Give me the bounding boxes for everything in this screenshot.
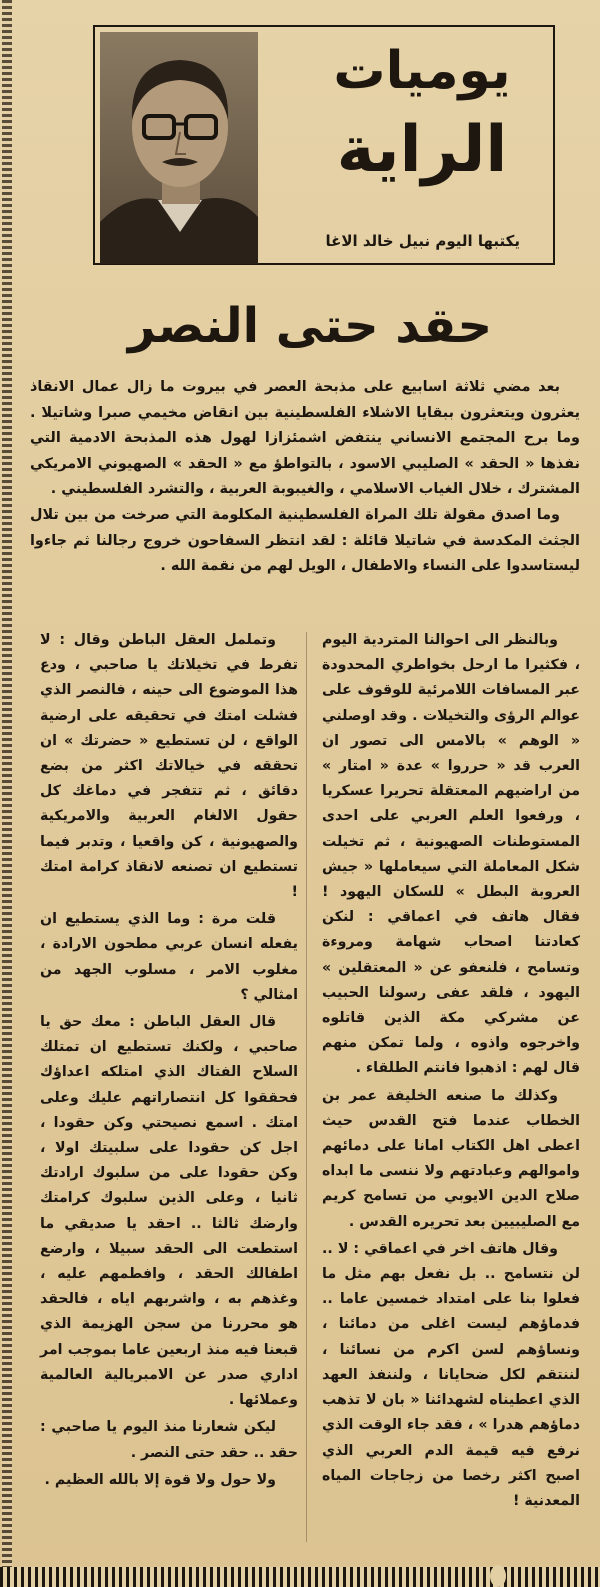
body-paragraph: قال العقل الباطن : معك حق يا صاحبي ، ولكنك تستطيع ان تمتلك السلاح الفتاك الذي امتلكه اعداؤك فحققوا كل انتصاراتهم عليك وعلى امتك . اسمع نصيحتي وكن حقودا ، اجل كن حقودا على سلبيتك اولا ، وكن حقودا على من سلبوك ارادتك ثانيا ، وعلى الذين سلبوك كرامتك وارضك ثالثا .. احقد يا صديقي ما استطعت الى الحقد سبيلا ، وارضع اطفالك الحقد ، وافطمهم عليه ، وغذهم به ، واشربهم اياه ، فالحقد هو محررنا من سجن الهزيمة الذي قبعنا فيه منذ اربعين عاما بموجب امر اداري صدر عن الامبريالية العالمية وعملائها . xyxy=(40,1014,298,1409)
page-bottom-border xyxy=(0,1567,600,1587)
masthead-line-1: يوميات xyxy=(333,41,511,101)
body-paragraph: وقال هاتف اخر في اعماقي : لا .. لن نتسامح .. بل نفعل بهم مثل ما فعلوا بنا على امتداد خمسين عاما .. فدماؤهم ليست اغلى من دمائنا ، ونساؤهم لسن اكرم من نسائنا ، لننتقم لكل ضحايانا ، ولننفذ العهد الذي اعطيناه لشهدائنا « بان لا تذهب دماؤهم هدرا » ، فقد جاء الوقت الذي نرفع فيه قيمة الدم العربي الذي اصبح اكثر رخصا من زجاجات المياه المعدنية ! xyxy=(322,1240,580,1509)
masthead-line-2: الراية xyxy=(336,113,508,187)
body-paragraph: وبالنظر الى احوالنا المتردية اليوم ، فكثيرا ما ارحل بخواطري المحدودة عبر المسافات اللامرئية للوقوف على عوالم الرؤى والتخيلات . وقد اوصلني « الوهم » بالامس الى تصور ان العرب قد « حرروا » عدة « امتار » من اراضيهم المعتقلة تحريرا عسكريا ، ورفعوا العلم العربي على احدى المستوطنات الصهيونية ، ثم تخيلت شكل المعاملة التي سيعاملها « جيش العروبة البطل » للسكان اليهود ! فقال هاتف في اعماقي : لنكن كعادتنا اصحاب شهامة ومروءة وتسامح ، فلنعفو عن « المعتقلين » اليهود ، فلقد عفى رسولنا الحبيب عن مشركي مكة الذين قاتلوه واخرجوه واذوه ، ولما تمكن منهم قال لهم : اذهبوا فانتم الطلقاء . xyxy=(322,632,580,1077)
intro-paragraph: وما اصدق مقولة تلك المراة الفلسطينية المكلومة التي صرخت من بين تلال الجثث المكدسة في شاتيلا قائلة : لقد انتظر السفاحون خروج رجالنا ثم جاءوا ليستاسدوا على النساء والاطفال ، الويل لهم من نقمة الله . xyxy=(30,506,580,575)
body-paragraph: ليكن شعارنا منذ اليوم يا صاحبي : حقد .. حقد حتى النصر . xyxy=(40,1419,298,1461)
border-mark xyxy=(490,1565,506,1587)
page-edge-border xyxy=(2,0,12,1587)
article-column-right xyxy=(322,628,580,1516)
body-paragraph: ولا حول ولا قوة إلا بالله العظيم . xyxy=(44,1471,276,1488)
author-byline: يكتبها اليوم نبيل خالد الاغا xyxy=(325,232,520,250)
intro-paragraph: بعد مضي ثلاثة اسابيع على مذبحة العصر في بيروت ما زال عمال الانقاذ يعثرون ويتعثرون ببقايا الاشلاء الفلسطينية بين انقاض مخيمي صبرا وشاتيلا . وما برح المجتمع الانساني ينتفض اشمئزازا لهول هذه المذبحة الادمية التي نفذها « الحقد » الصليبي الاسود ، بالتواطؤ مع « الحقد » الصهيوني الامريكي المشترك ، خلال الغياب الاسلامي ، والغيبوبة العربية ، والتشرد الفلسطيني . xyxy=(30,379,580,498)
article-headline: حقد حتى النصر xyxy=(127,298,493,354)
column-divider xyxy=(306,632,307,1542)
body-paragraph: قلت مرة : وما الذي يستطيع ان يفعله انسان عربي مطحون الارادة ، مغلوب الامر ، مسلوب الجهد من امثالي ؟ xyxy=(40,911,298,1003)
article-intro xyxy=(30,375,580,580)
body-paragraph: وكذلك ما صنعه الخليفة عمر بن الخطاب عندما فتح القدس حيث اعطى اهل الكتاب امانا على دمائهم واموالهم وعبادتهم ولا ننسى ما ابداه صلاح الدين الايوبي من تسامح كريم مع الصليبيين بعد تحريره القدس . xyxy=(322,1087,580,1230)
article-column-left xyxy=(40,628,298,1495)
body-paragraph: وتململ العقل الباطن وقال : لا تفرط في تخيلاتك يا صاحبي ، ودع هذا الموضوع الى حينه ، فالنصر الذي فشلت امتك في تحقيقه على ارضية الواقع ، لن تستطيع « حضرتك » ان تحققه في خيالاتك اكثر من بضع دقائق ، ثم تتفجر في دماغك كل حقول الالغام العربية والامريكية والصهيونية ، كن واقعيا ، وتدبر فيما تستطيع ان تصنعه لانقاذ كرامة امتك ! xyxy=(40,632,298,901)
author-portrait xyxy=(100,32,258,264)
